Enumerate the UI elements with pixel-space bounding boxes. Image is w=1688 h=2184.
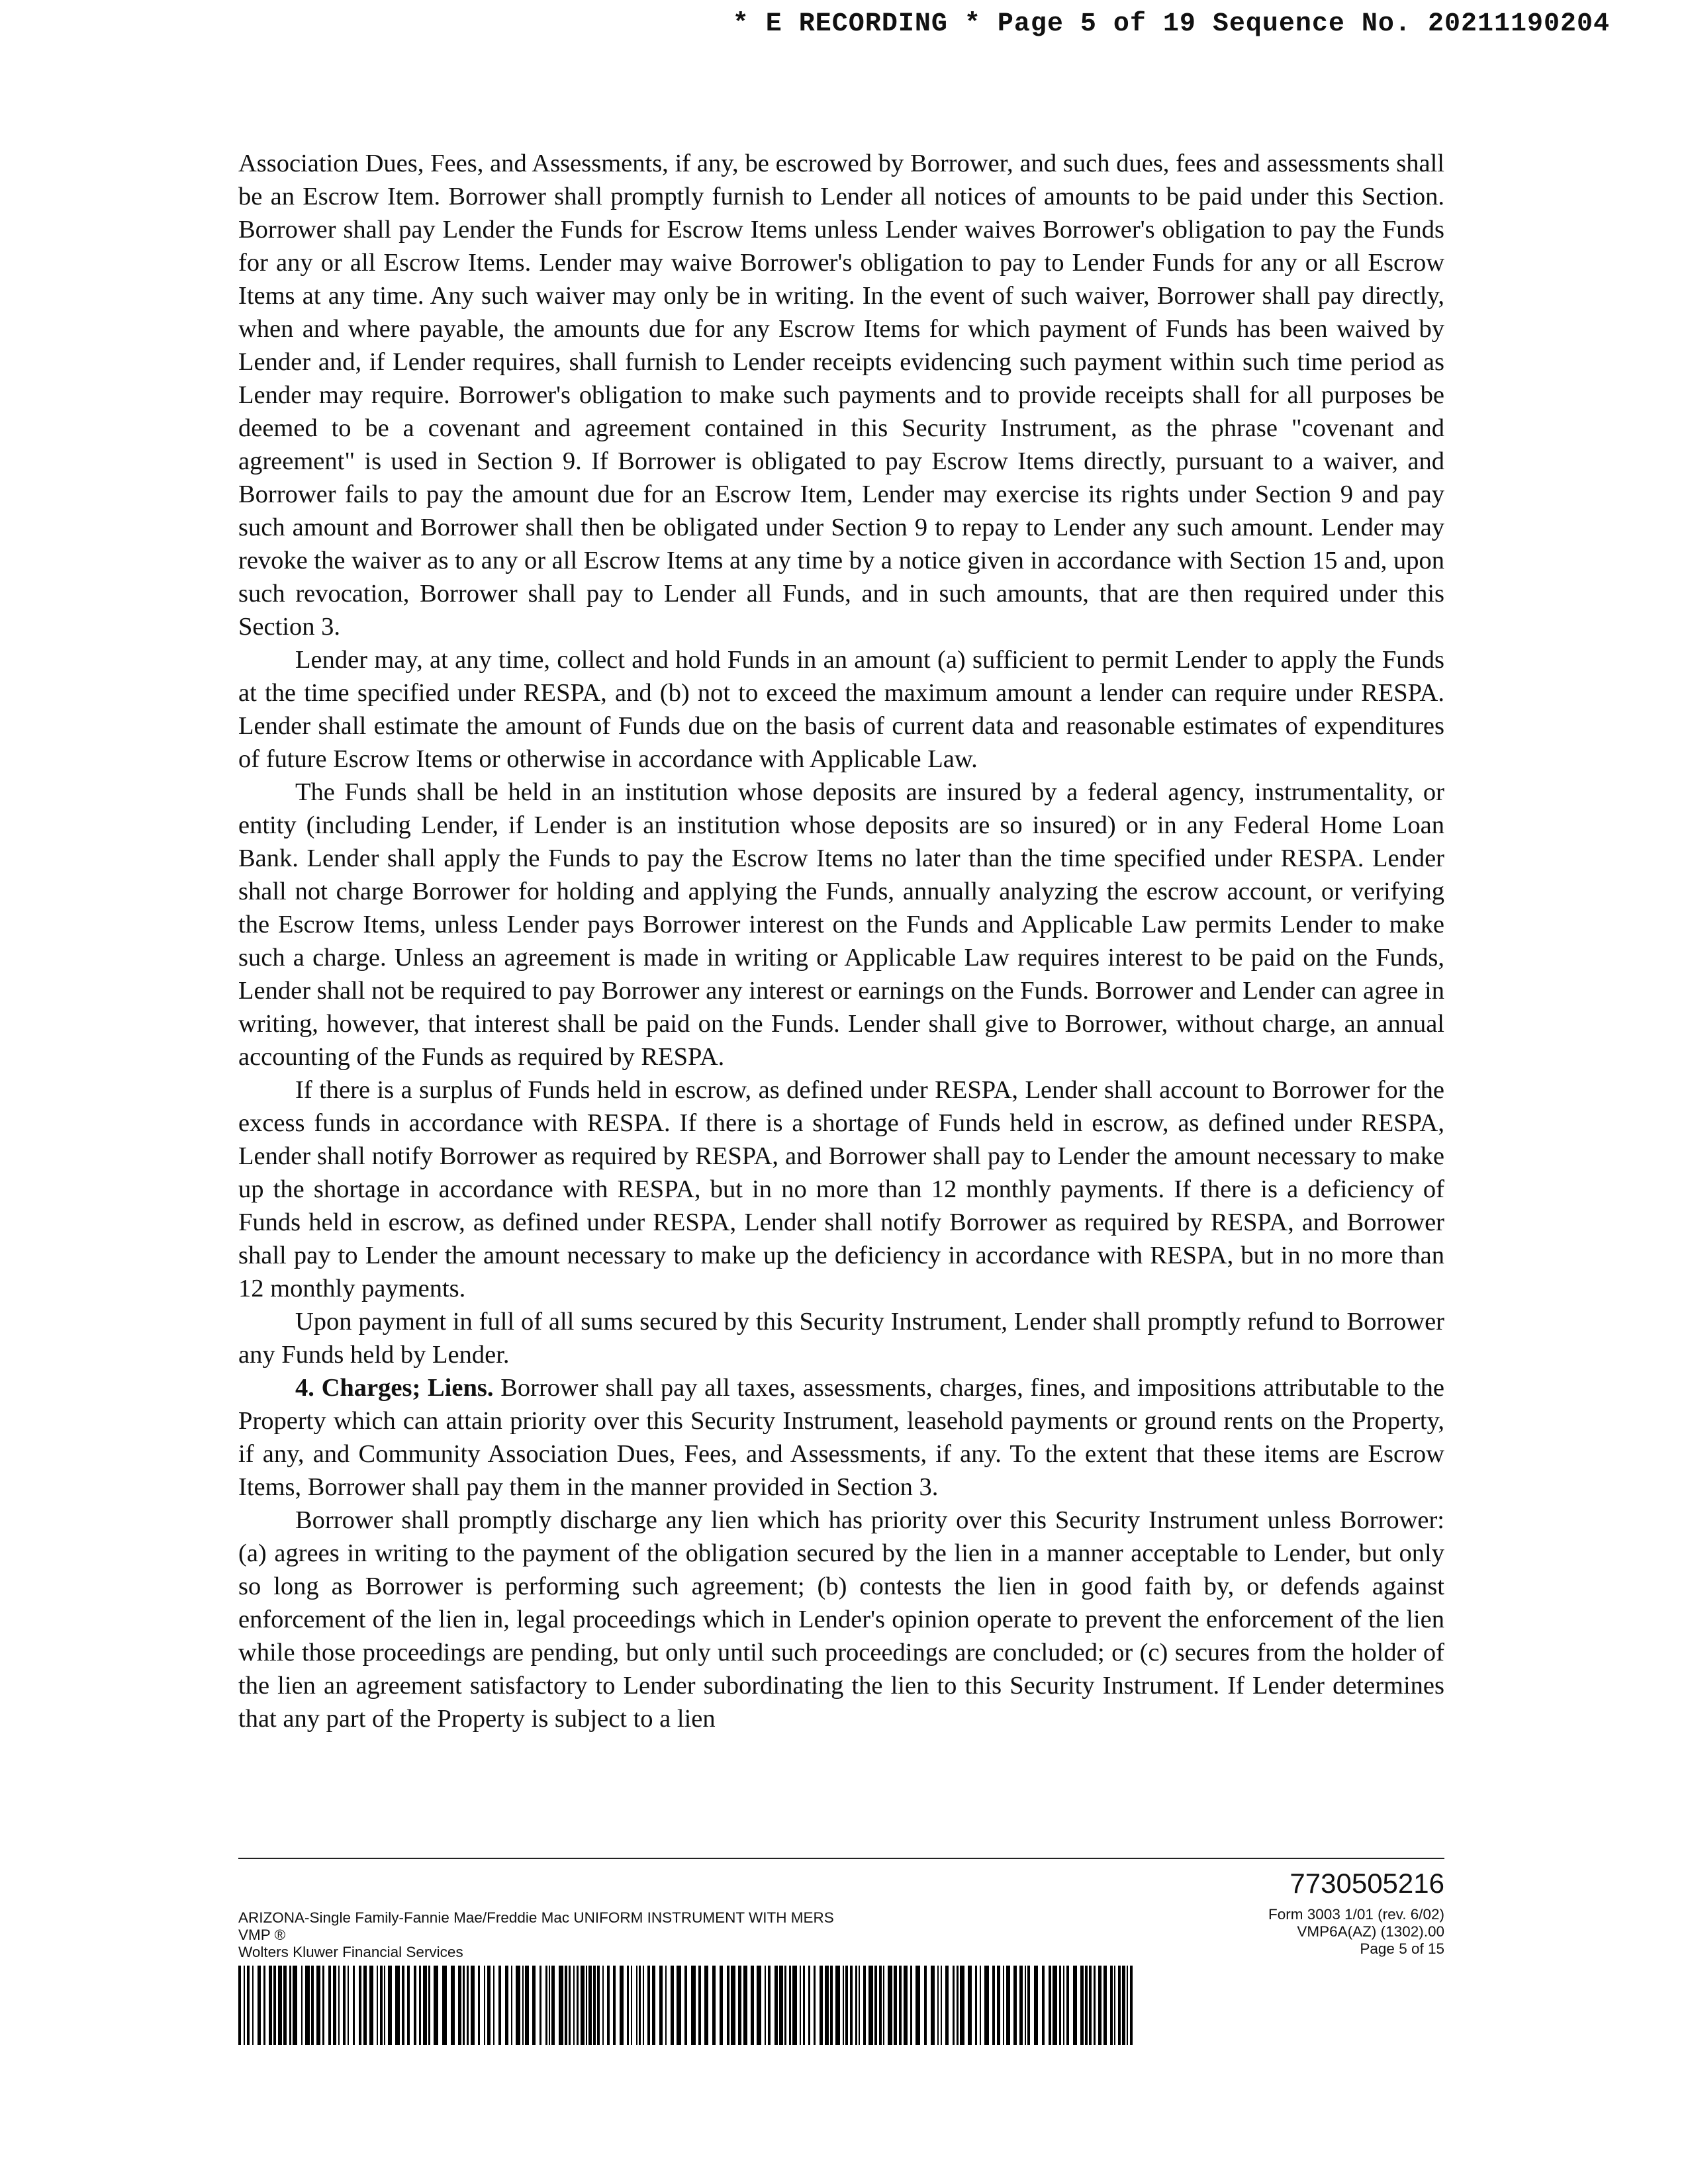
footer-vmp-code: VMP6A(AZ) (1302).00 xyxy=(1297,1923,1444,1940)
paragraph-refund: Upon payment in full of all sums secured by this Security Instrument, Lender shall promptly refund to Borrower any Funds held by Lender. xyxy=(238,1308,1444,1369)
footer-form-info xyxy=(238,1909,834,1961)
footer-form-title: ARIZONA-Single Family-Fannie Mae/Freddie Mac UNIFORM INSTRUMENT WITH MERS xyxy=(238,1909,834,1926)
paragraph-collect-funds: Lender may, at any time, collect and hold Funds in an amount (a) sufficient to permit Lender to apply the Funds at the time specified under RESPA, and (b) not to exceed the maximum amount a lender can require under RESPA. Lender shall estimate the amount of Funds due on the basis of current data and reasonable estimates of expenditures of future Escrow Items or otherwise in accordance with Applicable Law. xyxy=(238,646,1444,773)
recording-header: * E RECORDING * Page 5 of 19 Sequence No. 20211190204 xyxy=(732,9,1610,39)
footer-form-rev: Form 3003 1/01 (rev. 6/02) xyxy=(1268,1906,1444,1923)
footer-form-number xyxy=(1268,1906,1444,1958)
paragraph-funds-held: The Funds shall be held in an institution whose deposits are insured by a federal agency, instrumentality, or entity (including Lender, if Lender is an institution whose deposits are so insured) or in any Federal Home Loan Bank. Lender shall apply the Funds to pay the Escrow Items no later than the time specified under RESPA. Lender shall not charge Borrower for holding and applying the Funds, annually analyzing the escrow account, or verifying the Escrow Items, unless Lender pays Borrower interest on the Funds and Applicable Law permits Lender to make such a charge. Unless an agreement is made in writing or Applicable Law requires interest to be paid on the Funds, Lender shall not be required to pay Borrower any interest or earnings on the Funds. Borrower and Lender can agree in writing, however, that interest shall be paid on the Funds. Lender shall give to Borrower, without charge, an annual accounting of the Funds as required by RESPA. xyxy=(238,778,1444,1071)
loan-number: 7730505216 xyxy=(1289,1868,1444,1899)
footer-page-number: Page 5 of 15 xyxy=(1360,1940,1444,1957)
section-4-paragraph xyxy=(238,1371,1444,1504)
footer-divider xyxy=(238,1858,1444,1859)
paragraph-discharge-lien: Borrower shall promptly discharge any lien which has priority over this Security Instrument unless Borrower: (a) agrees in writing to the payment of the obligation secured by the lien in a manner acceptable to Lender, but only so long as Borrower is performing such agreement; (b) contests the lien in good faith by, or defends against enforcement of the lien in, legal proceedings which in Lender's opinion operate to prevent the enforcement of the lien while those proceedings are pending, but only until such proceedings are concluded; or (c) secures from the holder of the lien an agreement satisfactory to Lender subordinating the lien to this Security Instrument. If Lender determines that any part of the Property is subject to a lien xyxy=(238,1506,1444,1733)
footer-publisher: Wolters Kluwer Financial Services xyxy=(238,1944,463,1960)
barcode-image xyxy=(238,1966,1137,2045)
paragraph-surplus-shortage: If there is a surplus of Funds held in escrow, as defined under RESPA, Lender shall account to Borrower for the excess funds in accordance with RESPA. If there is a shortage of Funds held in escrow, as defined under RESPA, Lender shall notify Borrower as required by RESPA, and Borrower shall pay to Lender the amount necessary to make up the shortage in accordance with RESPA, but in no more than 12 monthly payments. If there is a deficiency of Funds held in escrow, as defined under RESPA, Lender shall notify Borrower as required by RESPA, and Borrower shall pay to Lender the amount necessary to make up the deficiency in accordance with RESPA, but in no more than 12 monthly payments. xyxy=(238,1076,1444,1302)
document-body xyxy=(238,147,1444,1735)
section-4-heading: 4. Charges; Liens. xyxy=(295,1374,494,1402)
section-4-text: Borrower shall pay all taxes, assessments, charges, fines, and impositions attributable to the Property which can attain priority over this Security Instrument, leasehold payments or ground rents on the Property, if any, and Community Association Dues, Fees, and Assessments, if any. To the extent that these items are Escrow Items, Borrower shall pay them in the manner provided in Section 3. xyxy=(238,1374,1445,1501)
paragraph-escrow-items: Association Dues, Fees, and Assessments, if any, be escrowed by Borrower, and such dues, fees and assessments shall be an Escrow Item. Borrower shall promptly furnish to Lender all notices of amounts to be paid under this Section. Borrower shall pay Lender the Funds for Escrow Items unless Lender waives Borrower's obligation to pay the Funds for any or all Escrow Items. Lender may waive Borrower's obligation to pay to Lender Funds for any or all Escrow Items at any time. Any such waiver may only be in writing. In the event of such waiver, Borrower shall pay directly, when and where payable, the amounts due for any Escrow Items for which payment of Funds has been waived by Lender and, if Lender requires, shall furnish to Lender receipts evidencing such payment within such time period as Lender may require. Borrower's obligation to make such payments and to provide receipts shall for all purposes be deemed to be a covenant and agreement contained in this Security Instrument, as the phrase "covenant and agreement" is used in Section 9. If Borrower is obligated to pay Escrow Items directly, pursuant to a waiver, and Borrower fails to pay the amount due for an Escrow Item, Lender may exercise its rights under Section 9 and pay such amount and Borrower shall then be obligated under Section 9 to repay to Lender any such amount. Lender may revoke the waiver as to any or all Escrow Items at any time by a notice given in accordance with Section 15 and, upon such revocation, Borrower shall pay to Lender all Funds, and in such amounts, that are then required under this Section 3. xyxy=(238,150,1444,641)
footer-vmp: VMP ® xyxy=(238,1927,286,1943)
